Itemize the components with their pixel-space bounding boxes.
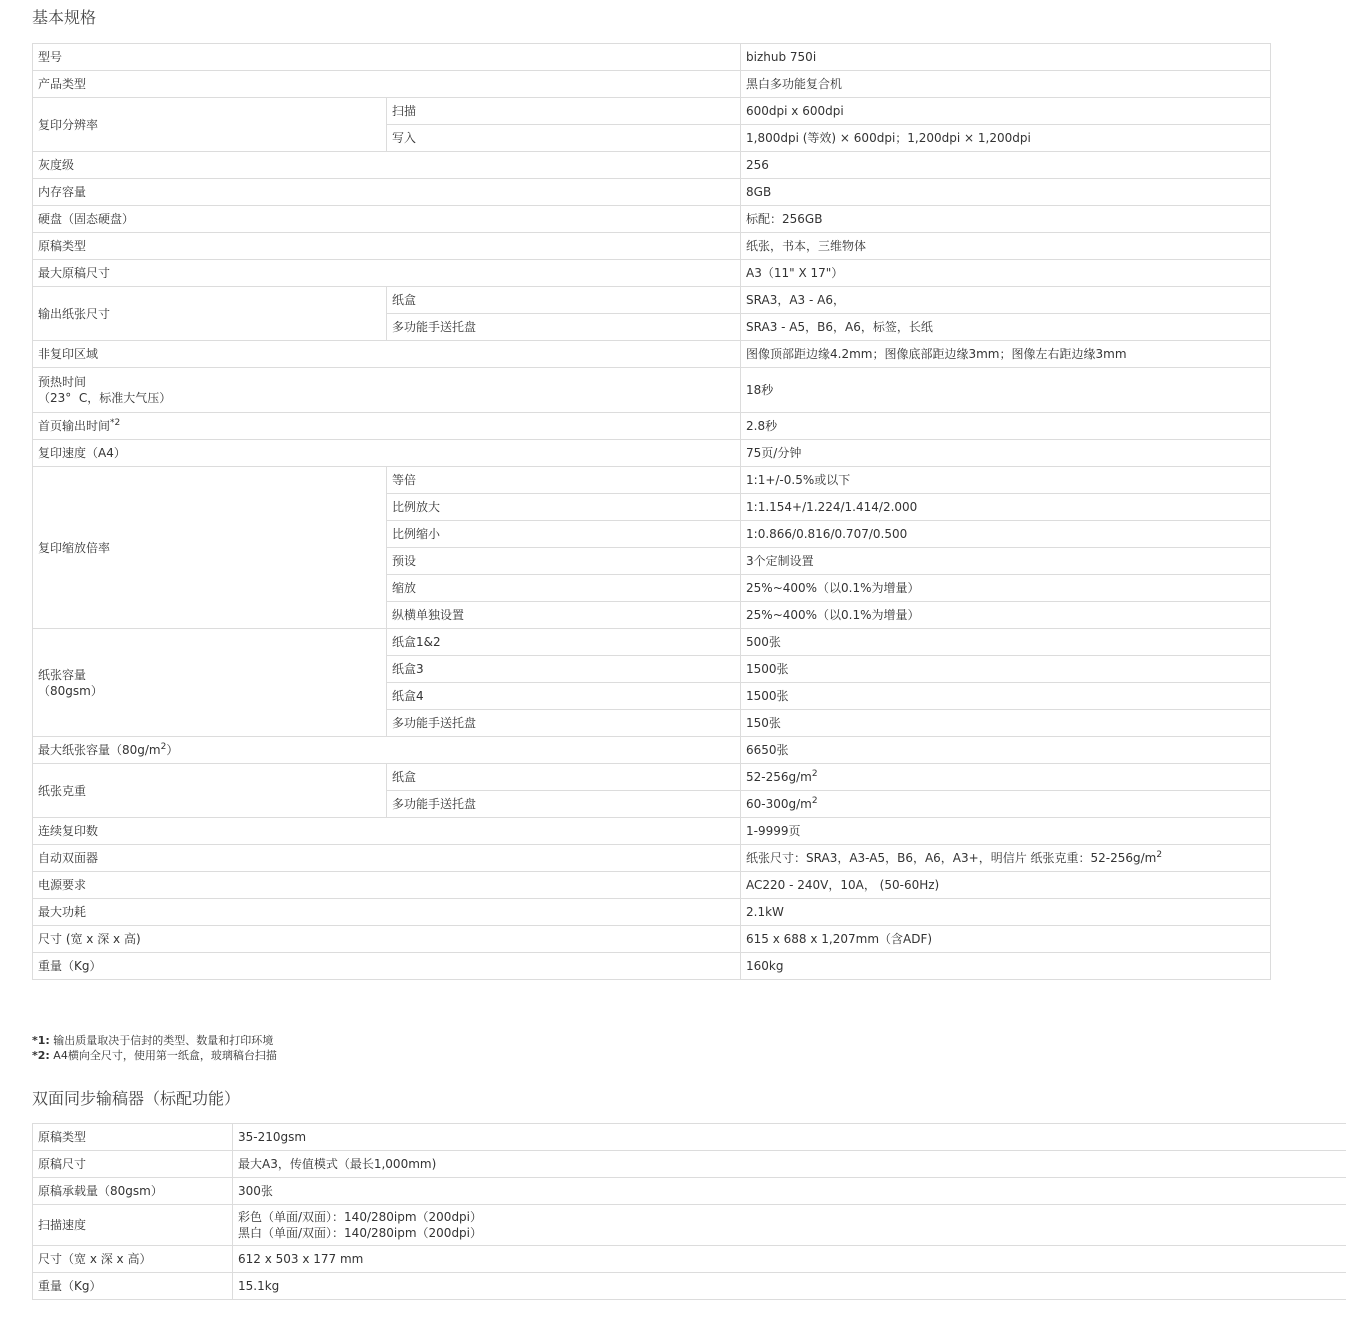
table-row xyxy=(33,368,1346,413)
footnote-text: A4横向全尺寸，使用第一纸盒，玻璃稿台扫描 xyxy=(49,1049,277,1062)
spec-value: 600dpi x 600dpi xyxy=(741,98,1271,125)
spec-value: 纸张，书本，三维物体 xyxy=(741,233,1271,260)
spec-value: 1-9999页 xyxy=(741,818,1271,845)
spec-value: 300张 xyxy=(233,1178,1346,1205)
spec-sublabel: 纸盒3 xyxy=(387,656,741,683)
spec-value: 图像顶部距边缘4.2mm；图像底部距边缘3mm；图像左右距边缘3mm xyxy=(741,341,1271,368)
spec-value: 150张 xyxy=(741,710,1271,737)
spec-label: 尺寸 (宽 x 深 x 高) xyxy=(33,926,741,953)
table-row xyxy=(33,872,1346,899)
spec-value: 1:1+/-0.5%或以下 xyxy=(741,467,1271,494)
spec-value: 18秒 xyxy=(741,368,1271,413)
spec-sublabel: 纸盒1&2 xyxy=(387,629,741,656)
table-row xyxy=(33,845,1346,872)
table-row xyxy=(33,764,1346,791)
spec-label: 原稿承载量（80gsm） xyxy=(33,1178,233,1205)
spec-label: 尺寸（宽 x 深 x 高） xyxy=(33,1246,233,1273)
table-row xyxy=(33,953,1346,980)
spec-label xyxy=(33,368,741,413)
spec-value: A3（11" X 17"） xyxy=(741,260,1271,287)
spec-label: 最大功耗 xyxy=(33,899,741,926)
spec-label: 原稿类型 xyxy=(33,1124,233,1151)
spec-label: 电源要求 xyxy=(33,872,741,899)
spec-value xyxy=(741,791,1271,818)
spec-value: 25%~400%（以0.1%为增量） xyxy=(741,575,1271,602)
spec-value: 256 xyxy=(741,152,1271,179)
spec-sublabel: 多功能手送托盘 xyxy=(387,791,741,818)
table-row xyxy=(33,98,1346,125)
label-text-end: ） xyxy=(166,743,179,757)
section-title-adf: 双面同步输稿器（标配功能） xyxy=(32,1089,241,1108)
spec-sublabel: 纸盒 xyxy=(387,764,741,791)
spec-value: 6650张 xyxy=(741,737,1271,764)
spec-value: 8GB xyxy=(741,179,1271,206)
table-row xyxy=(33,1178,1346,1205)
basic-specs-table xyxy=(32,43,1346,980)
spec-value: SRA3 - A5，B6，A6，标签，长纸 xyxy=(741,314,1271,341)
spec-sublabel: 纵横单独设置 xyxy=(387,602,741,629)
section-title-basic-specs: 基本规格 xyxy=(32,8,97,27)
spec-value: SRA3，A3 - A6， xyxy=(741,287,1271,314)
footnote-2 xyxy=(32,1048,277,1063)
label-line-1: 预热时间 xyxy=(38,375,87,389)
table-row xyxy=(33,44,1346,71)
spec-value: 1500张 xyxy=(741,656,1271,683)
table-row xyxy=(33,1205,1346,1246)
spec-sublabel: 多功能手送托盘 xyxy=(387,314,741,341)
spec-value: 25%~400%（以0.1%为增量） xyxy=(741,602,1271,629)
spec-value: 1500张 xyxy=(741,683,1271,710)
value-line-1: 彩色（单面/双面）：140/280ipm（200dpi） xyxy=(238,1210,483,1224)
spec-sublabel: 多功能手送托盘 xyxy=(387,710,741,737)
label-text: 最大纸张容量（80g/m xyxy=(38,743,161,757)
superscript: 2 xyxy=(811,769,818,779)
value-text: 52-256g/m xyxy=(746,770,812,784)
superscript: 2 xyxy=(160,742,167,752)
footnote-ref: *2 xyxy=(110,418,121,428)
value-text: 纸张尺寸：SRA3，A3-A5，B6，A6，A3+，明信片 纸张克重：52-256g/m xyxy=(746,851,1157,865)
spec-label: 内存容量 xyxy=(33,179,741,206)
spec-label: 重量（Kg） xyxy=(33,1273,233,1300)
spec-value: 500张 xyxy=(741,629,1271,656)
spec-label: 型号 xyxy=(33,44,741,71)
spec-value: 15.1kg xyxy=(233,1273,1346,1300)
spec-value: 标配：256GB xyxy=(741,206,1271,233)
footnotes xyxy=(32,1033,277,1063)
footnote-text: 输出质量取决于信封的类型、数量和打印环境 xyxy=(49,1034,274,1047)
spec-value: AC220 - 240V，10A， (50-60Hz) xyxy=(741,872,1271,899)
spec-value: 黑白多功能复合机 xyxy=(741,71,1271,98)
table-row xyxy=(33,467,1346,494)
label-text: 首页输出时间 xyxy=(38,419,111,433)
spec-sublabel: 等倍 xyxy=(387,467,741,494)
value-line-2: 黑白（单面/双面）：140/280ipm（200dpi） xyxy=(238,1226,483,1240)
spec-value: 2.8秒 xyxy=(741,413,1271,440)
spec-sublabel: 写入 xyxy=(387,125,741,152)
spec-label: 自动双面器 xyxy=(33,845,741,872)
spec-value: 75页/分钟 xyxy=(741,440,1271,467)
spec-sublabel: 纸盒 xyxy=(387,287,741,314)
spec-value: 612 x 503 x 177 mm xyxy=(233,1246,1346,1273)
spec-value: 最大A3，传值模式（最长1,000mm) xyxy=(233,1151,1346,1178)
table-row xyxy=(33,152,1346,179)
table-row xyxy=(33,629,1346,656)
spec-value: 3个定制设置 xyxy=(741,548,1271,575)
spec-sublabel: 比例放大 xyxy=(387,494,741,521)
footnote-key: *1: xyxy=(32,1034,50,1047)
label-line-2: （80gsm） xyxy=(38,683,103,698)
spec-label: 复印缩放倍率 xyxy=(33,467,387,629)
table-row xyxy=(33,818,1346,845)
spec-label: 连续复印数 xyxy=(33,818,741,845)
spec-label: 重量（Kg） xyxy=(33,953,741,980)
table-row xyxy=(33,233,1346,260)
spec-sublabel: 扫描 xyxy=(387,98,741,125)
table-row xyxy=(33,287,1346,314)
spec-label: 复印分辨率 xyxy=(33,98,387,152)
table-row xyxy=(33,1246,1346,1273)
table-row xyxy=(33,260,1346,287)
spec-label: 输出纸张尺寸 xyxy=(33,287,387,341)
spec-value xyxy=(741,845,1271,872)
spec-label: 纸张克重 xyxy=(33,764,387,818)
spec-value: 2.1kW xyxy=(741,899,1271,926)
table-row xyxy=(33,1273,1346,1300)
spec-sublabel: 纸盒4 xyxy=(387,683,741,710)
spec-sublabel: 预设 xyxy=(387,548,741,575)
spec-label: 灰度级 xyxy=(33,152,741,179)
spec-label xyxy=(33,629,387,737)
table-row xyxy=(33,899,1346,926)
table-row xyxy=(33,179,1346,206)
spec-value xyxy=(233,1205,1346,1246)
label-line-2: （23° C，标准大气压） xyxy=(38,391,172,405)
spec-label: 硬盘（固态硬盘） xyxy=(33,206,741,233)
table-row xyxy=(33,1124,1346,1151)
spec-label: 产品类型 xyxy=(33,71,741,98)
spec-label: 扫描速度 xyxy=(33,1205,233,1246)
spec-label: 原稿类型 xyxy=(33,233,741,260)
spec-sublabel: 比例缩小 xyxy=(387,521,741,548)
value-text: 60-300g/m xyxy=(746,797,812,811)
spec-value: 1,800dpi (等效) × 600dpi；1,200dpi × 1,200dpi xyxy=(741,125,1271,152)
superscript: 2 xyxy=(1156,850,1163,860)
spec-label xyxy=(33,413,741,440)
table-row xyxy=(33,341,1346,368)
footnote-1 xyxy=(32,1033,277,1048)
table-row xyxy=(33,1151,1346,1178)
table-row xyxy=(33,71,1346,98)
spec-value: bizhub 750i xyxy=(741,44,1271,71)
spec-value: 1:0.866/0.816/0.707/0.500 xyxy=(741,521,1271,548)
spec-label: 非复印区域 xyxy=(33,341,741,368)
spec-value: 1:1.154+/1.224/1.414/2.000 xyxy=(741,494,1271,521)
spec-value: 35-210gsm xyxy=(233,1124,1346,1151)
table-row xyxy=(33,206,1346,233)
spec-value: 615 x 688 x 1,207mm（含ADF) xyxy=(741,926,1271,953)
spec-value xyxy=(741,764,1271,791)
spec-label: 原稿尺寸 xyxy=(33,1151,233,1178)
spec-label: 复印速度（A4） xyxy=(33,440,741,467)
empty-column xyxy=(1271,44,1346,980)
spec-label xyxy=(33,737,741,764)
label-line-1: 纸张容量 xyxy=(38,667,87,682)
spec-sublabel: 缩放 xyxy=(387,575,741,602)
spec-label: 最大原稿尺寸 xyxy=(33,260,741,287)
footnote-key: *2: xyxy=(32,1049,50,1062)
table-row xyxy=(33,926,1346,953)
table-row xyxy=(33,413,1346,440)
adf-specs-table xyxy=(32,1123,1346,1300)
spec-value: 160kg xyxy=(741,953,1271,980)
table-row xyxy=(33,737,1346,764)
superscript: 2 xyxy=(811,796,818,806)
table-row xyxy=(33,440,1346,467)
